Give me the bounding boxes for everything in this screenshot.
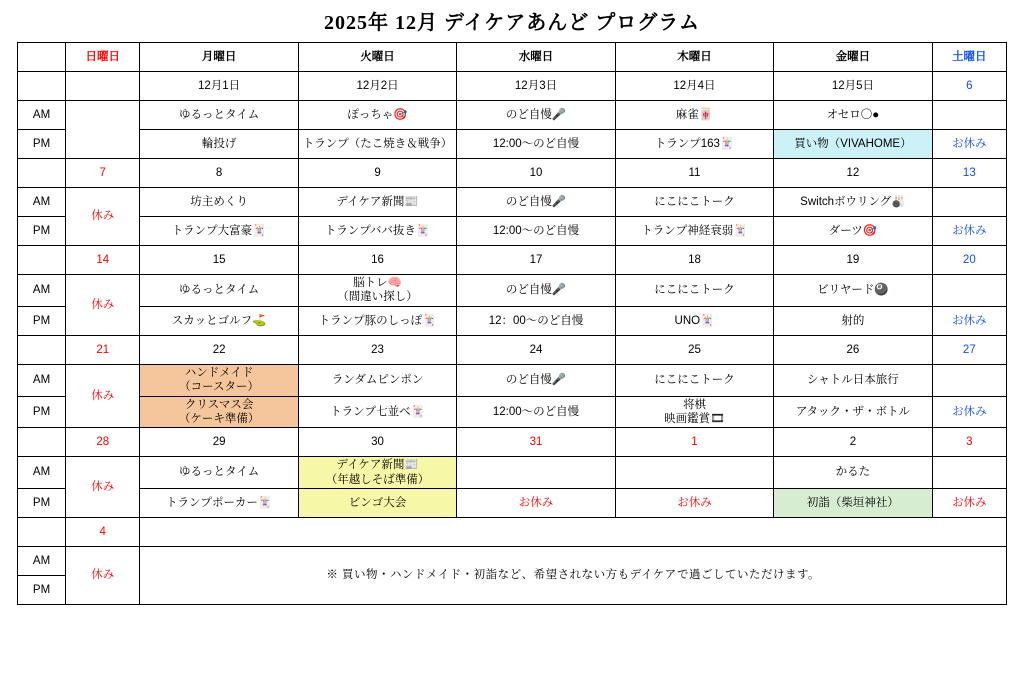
row-label-am: AM (18, 275, 66, 307)
activity-cell: 麻雀🀄 (615, 101, 773, 130)
pm-row (18, 489, 1007, 518)
date-tuesday: 16 (298, 246, 456, 275)
activity-cell: お休み (457, 489, 615, 518)
activity-cell: 12:00〜のど自慢 (457, 396, 615, 428)
sunday-rest: 休み (66, 547, 140, 605)
activity-cell: かるた (774, 457, 932, 489)
date-saturday: 20 (932, 246, 1006, 275)
row-label-am: AM (18, 101, 66, 130)
date-ampm-blank (18, 335, 66, 364)
activity-cell: シャトル日本旅行 (774, 364, 932, 396)
sunday-rest: 休み (66, 275, 140, 336)
activity-cell-highlight: ハンドメイド （コースター） (140, 364, 298, 396)
date-ampm-blank (18, 246, 66, 275)
sunday-rest: 休み (66, 188, 140, 246)
activity-cell: お休み (932, 130, 1006, 159)
activity-cell: トランプババ抜き🃏 (298, 217, 456, 246)
header-day-monday: 月曜日 (140, 43, 298, 72)
activity-cell: トランプ七並べ🃏 (298, 396, 456, 428)
activity-cell: ゆるっとタイム (140, 275, 298, 307)
date-thursday: 11 (615, 159, 773, 188)
activity-cell: 12：00〜のど自慢 (457, 306, 615, 335)
date-saturday: 6 (932, 72, 1006, 101)
date-thursday: 12月4日 (615, 72, 773, 101)
row-label-pm: PM (18, 576, 66, 605)
activity-cell (932, 101, 1006, 130)
header-day-tuesday: 火曜日 (298, 43, 456, 72)
date-friday: 12 (774, 159, 932, 188)
row-label-pm: PM (18, 306, 66, 335)
header-day-thursday: 木曜日 (615, 43, 773, 72)
activity-cell: オセロ〇● (774, 101, 932, 130)
row-label-pm: PM (18, 130, 66, 159)
activity-cell: スカッとゴルフ⛳ (140, 306, 298, 335)
sunday-rest (66, 101, 140, 159)
date-wednesday: 24 (457, 335, 615, 364)
activity-cell-highlight: クリスマス会 （ケーキ準備） (140, 396, 298, 428)
activity-cell: トランプ神経衰弱🃏 (615, 217, 773, 246)
activity-cell-highlight: 初詣（柴垣神社） (774, 489, 932, 518)
am-row (18, 188, 1007, 217)
row-label-pm: PM (18, 489, 66, 518)
date-sunday: 21 (66, 335, 140, 364)
date-sunday: 7 (66, 159, 140, 188)
activity-cell: 輪投げ (140, 130, 298, 159)
row-label-am: AM (18, 364, 66, 396)
row-label-am: AM (18, 547, 66, 576)
activity-cell: 脳トレ🧠 （間違い探し） (298, 275, 456, 307)
activity-cell: 将棋 映画鑑賞🎞 (615, 396, 773, 428)
pm-row (18, 217, 1007, 246)
date-wednesday: 31 (457, 428, 615, 457)
header-day-friday: 金曜日 (774, 43, 932, 72)
header-day-sunday: 日曜日 (66, 43, 140, 72)
activity-cell: のど自慢🎤 (457, 275, 615, 307)
activity-cell (932, 364, 1006, 396)
date-ampm-blank (18, 518, 66, 547)
date-sunday: 4 (66, 518, 140, 547)
date-row (18, 518, 1007, 547)
activity-cell: ビリヤード🎱 (774, 275, 932, 307)
date-friday: 19 (774, 246, 932, 275)
activity-cell-highlight: ビンゴ大会 (298, 489, 456, 518)
pm-row (18, 306, 1007, 335)
am-row (18, 101, 1007, 130)
activity-cell: お休み (932, 396, 1006, 428)
date-wednesday: 12月3日 (457, 72, 615, 101)
date-row (18, 72, 1007, 101)
date-row (18, 335, 1007, 364)
table-header-row (18, 43, 1007, 72)
activity-cell: ランダムピンポン (298, 364, 456, 396)
date-saturday: 3 (932, 428, 1006, 457)
am-row (18, 457, 1007, 489)
date-monday: 29 (140, 428, 298, 457)
header-day-wednesday: 水曜日 (457, 43, 615, 72)
date-sunday: 14 (66, 246, 140, 275)
activity-cell: トランプ（たこ焼き＆戦争） (298, 130, 456, 159)
date-row (18, 246, 1007, 275)
date-monday: 8 (140, 159, 298, 188)
activity-cell: 坊主めくり (140, 188, 298, 217)
am-row (18, 275, 1007, 307)
date-thursday: 18 (615, 246, 773, 275)
date-sunday: 28 (66, 428, 140, 457)
date-tuesday: 23 (298, 335, 456, 364)
row-label-am: AM (18, 188, 66, 217)
activity-cell: 射的 (774, 306, 932, 335)
activity-cell: のど自慢🎤 (457, 364, 615, 396)
date-wednesday: 17 (457, 246, 615, 275)
date-monday: 12月1日 (140, 72, 298, 101)
row-label-pm: PM (18, 396, 66, 428)
date-friday: 26 (774, 335, 932, 364)
activity-cell (932, 457, 1006, 489)
activity-cell: トランプ163🃏 (615, 130, 773, 159)
activity-cell: にこにこトーク (615, 275, 773, 307)
footer-note: ※ 買い物・ハンドメイド・初詣など、希望されない方もデイケアで過ごしていただけます。 (140, 547, 1007, 605)
activity-cell-highlight: 買い物（VIVAHOME） (774, 130, 932, 159)
date-wednesday: 10 (457, 159, 615, 188)
activity-cell: ゆるっとタイム (140, 101, 298, 130)
pm-row (18, 130, 1007, 159)
activity-cell-highlight: デイケア新聞📰 （年越しそば準備） (298, 457, 456, 489)
header-day-saturday: 土曜日 (932, 43, 1006, 72)
activity-cell: お休み (615, 489, 773, 518)
sunday-rest: 休み (66, 457, 140, 518)
activity-cell (932, 188, 1006, 217)
date-monday: 22 (140, 335, 298, 364)
date-sunday (66, 72, 140, 101)
pm-row (18, 396, 1007, 428)
date-tuesday: 12月2日 (298, 72, 456, 101)
activity-cell: のど自慢🎤 (457, 188, 615, 217)
activity-cell (932, 275, 1006, 307)
date-saturday: 27 (932, 335, 1006, 364)
date-thursday: 1 (615, 428, 773, 457)
activity-cell: トランプ大富豪🃏 (140, 217, 298, 246)
activity-cell: デイケア新聞📰 (298, 188, 456, 217)
date-friday: 2 (774, 428, 932, 457)
date-thursday: 25 (615, 335, 773, 364)
activity-cell: にこにこトーク (615, 364, 773, 396)
activity-cell (457, 457, 615, 489)
activity-cell: トランプ豚のしっぽ🃏 (298, 306, 456, 335)
activity-cell: 12:00〜のど自慢 (457, 130, 615, 159)
date-friday: 12月5日 (774, 72, 932, 101)
row-label-am: AM (18, 457, 66, 489)
date-tuesday: 9 (298, 159, 456, 188)
row-label-pm: PM (18, 217, 66, 246)
activity-cell: お休み (932, 306, 1006, 335)
sunday-rest: 休み (66, 364, 140, 428)
activity-cell: 12:00〜のど自慢 (457, 217, 615, 246)
calendar-table (17, 42, 1007, 605)
activity-cell: のど自慢🎤 (457, 101, 615, 130)
date-row (18, 428, 1007, 457)
date-ampm-blank (18, 72, 66, 101)
activity-cell: ぽっちゃ🎯 (298, 101, 456, 130)
header-ampm-blank (18, 43, 66, 72)
activity-cell: にこにこトーク (615, 188, 773, 217)
date-monday: 15 (140, 246, 298, 275)
am-row (18, 547, 1007, 576)
activity-cell: お休み (932, 489, 1006, 518)
page-title: 2025年 12月 デイケアあんど プログラム (324, 12, 700, 34)
date-tuesday: 30 (298, 428, 456, 457)
date-ampm-blank (18, 428, 66, 457)
activity-cell: アタック・ザ・ボトル (774, 396, 932, 428)
activity-cell: UNO🃏 (615, 306, 773, 335)
activity-cell: Switchボウリング🎳 (774, 188, 932, 217)
activity-cell: トランプポーカー🃏 (140, 489, 298, 518)
am-row (18, 364, 1007, 396)
date-saturday: 13 (932, 159, 1006, 188)
date-blank-rest (140, 518, 1007, 547)
activity-cell: ゆるっとタイム (140, 457, 298, 489)
activity-cell: ダーツ🎯 (774, 217, 932, 246)
date-row (18, 159, 1007, 188)
activity-cell (615, 457, 773, 489)
activity-cell: お休み (932, 217, 1006, 246)
date-ampm-blank (18, 159, 66, 188)
